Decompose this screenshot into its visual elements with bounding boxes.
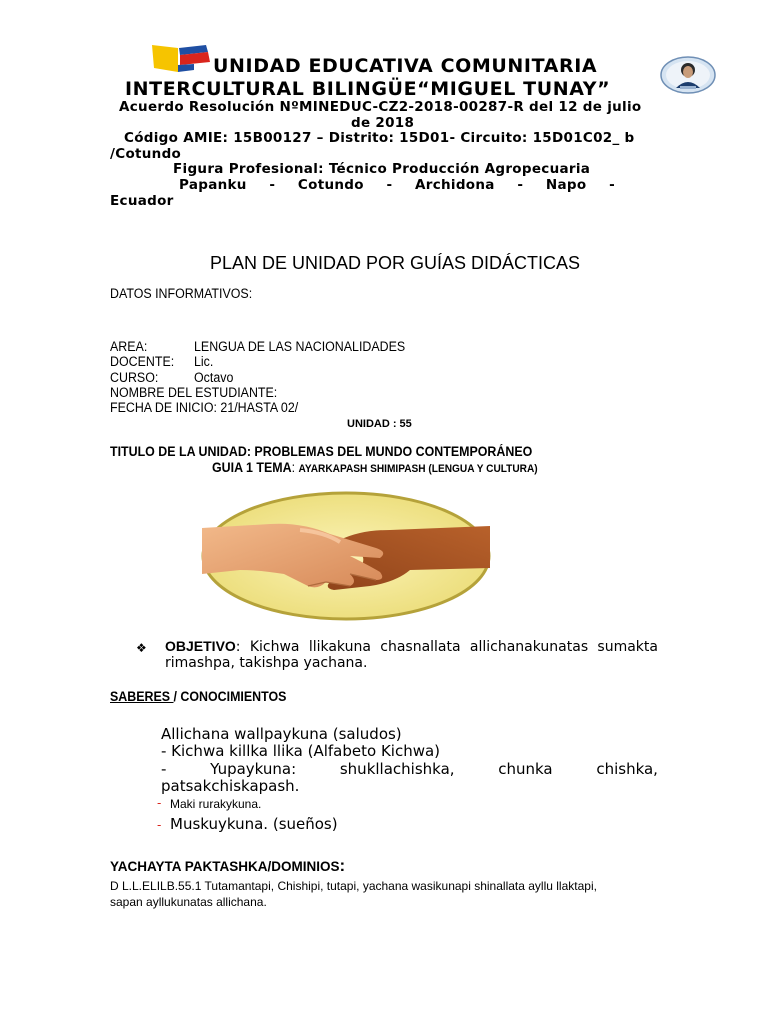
guia-label: GUIA 1 TEMA	[212, 460, 292, 475]
yupaykuna-word: -	[161, 760, 167, 778]
curso-value: Octavo	[194, 370, 234, 385]
area-value: LENGUA DE LAS NACIONALIDADES	[194, 339, 406, 354]
location-word: -	[517, 177, 524, 193]
location-word: -	[609, 177, 615, 193]
list-dash: -	[157, 818, 162, 832]
location-word: Papanku	[179, 177, 247, 193]
guia-separator: :	[291, 460, 299, 475]
content-item-yupaykuna	[161, 761, 658, 778]
dominios-heading	[110, 856, 345, 876]
school-name-line1: UNIDAD EDUCATIVA COMUNITARIA	[213, 55, 598, 77]
objetivo-line2: rimashpa, takishpa yachana.	[165, 655, 368, 671]
yupaykuna-word: shukllachishka,	[339, 760, 455, 778]
content-item-alfabeto: - Kichwa killka llika (Alfabeto Kichwa)	[161, 742, 441, 760]
content-item-muskuy: Muskuykuna. (sueños)	[170, 815, 338, 833]
objetivo-text: : Kichwa llikakuna chasnallata allichanakunatas sumakta	[235, 639, 658, 655]
codigo-amie-line: Código AMIE: 15B00127 – Distrito: 15D01- Circuito: 15D01C02_ b	[124, 130, 635, 146]
unidad-number: UNIDAD : 55	[347, 418, 412, 430]
yupaykuna-word: Yupaykuna:	[210, 760, 297, 778]
content-item-yupaykuna-cont: patsakchiskapash.	[161, 777, 300, 795]
yupaykuna-word: chunka	[498, 760, 553, 778]
location-line	[179, 178, 615, 193]
location-word: Cotundo	[297, 177, 364, 193]
dominio-text-line1: D L.L.ELILB.55.1 Tutamantapi, Chishipi, tutapi, yachana wasikunapi shinallata ayllu llaktapi,	[110, 879, 597, 893]
location-word: Archidona	[415, 177, 495, 193]
dominios-colon: :	[339, 856, 346, 875]
objetivo-line1	[165, 638, 658, 656]
objetivo-label: OBJETIVO	[165, 638, 236, 654]
list-dash: -	[157, 796, 162, 810]
location-word: -	[269, 177, 276, 193]
figura-profesional: Figura Profesional: Técnico Producción Agropecuaria	[173, 161, 591, 177]
location-word: Napo	[545, 177, 587, 193]
location-line-cont: Ecuador	[110, 193, 174, 209]
school-name-line2: INTERCULTURAL BILINGÜE“MIGUEL TUNAY”	[125, 78, 611, 100]
dominios-label: YACHAYTA PAKTASHKA/DOMINIOS	[110, 859, 340, 874]
patron-portrait-medallion	[660, 56, 716, 94]
docente-label: DOCENTE:	[110, 354, 175, 369]
conocimientos-label: / CONOCIMIENTOS	[173, 689, 287, 704]
guia-topic: AYARKAPASH SHIMIPASH (LENGUA Y CULTURA)	[298, 463, 538, 475]
saberes-heading	[110, 689, 286, 704]
curso-label: CURSO:	[110, 370, 159, 385]
saberes-label: SABERES	[110, 689, 174, 704]
fecha-inicio-label: FECHA DE INICIO: 21/HASTA 02/	[110, 400, 299, 415]
yupaykuna-word: chishka,	[596, 760, 658, 778]
location-word: -	[386, 177, 393, 193]
content-item-maki: Maki rurakykuna.	[170, 797, 262, 811]
nombre-estudiante-label: NOMBRE DEL ESTUDIANTE:	[110, 385, 278, 400]
acuerdo-line: Acuerdo Resolución NºMINEDUC-CZ2-2018-00287-R del 12 de julio	[119, 99, 642, 115]
objetivo-bullet: ❖	[136, 641, 147, 655]
content-item-saludos: Allichana wallpaykuna (saludos)	[161, 725, 402, 743]
acuerdo-line-cont: de 2018	[351, 115, 415, 131]
area-label: AREA:	[110, 339, 148, 354]
plan-title: PLAN DE UNIDAD POR GUÍAS DIDÁCTICAS	[210, 253, 581, 273]
handshake-illustration	[200, 490, 492, 622]
guia-tema	[212, 460, 538, 475]
dominio-text-line2: sapan ayllukunatas allichana.	[110, 895, 267, 909]
datos-informativos-label: DATOS INFORMATIVOS:	[110, 286, 253, 301]
docente-value: Lic.	[194, 354, 214, 369]
unit-title: TITULO DE LA UNIDAD: PROBLEMAS DEL MUNDO CONTEMPORÁNEO	[110, 444, 533, 459]
school-logo	[150, 42, 212, 74]
codigo-amie-line-cont: /Cotundo	[110, 146, 182, 162]
